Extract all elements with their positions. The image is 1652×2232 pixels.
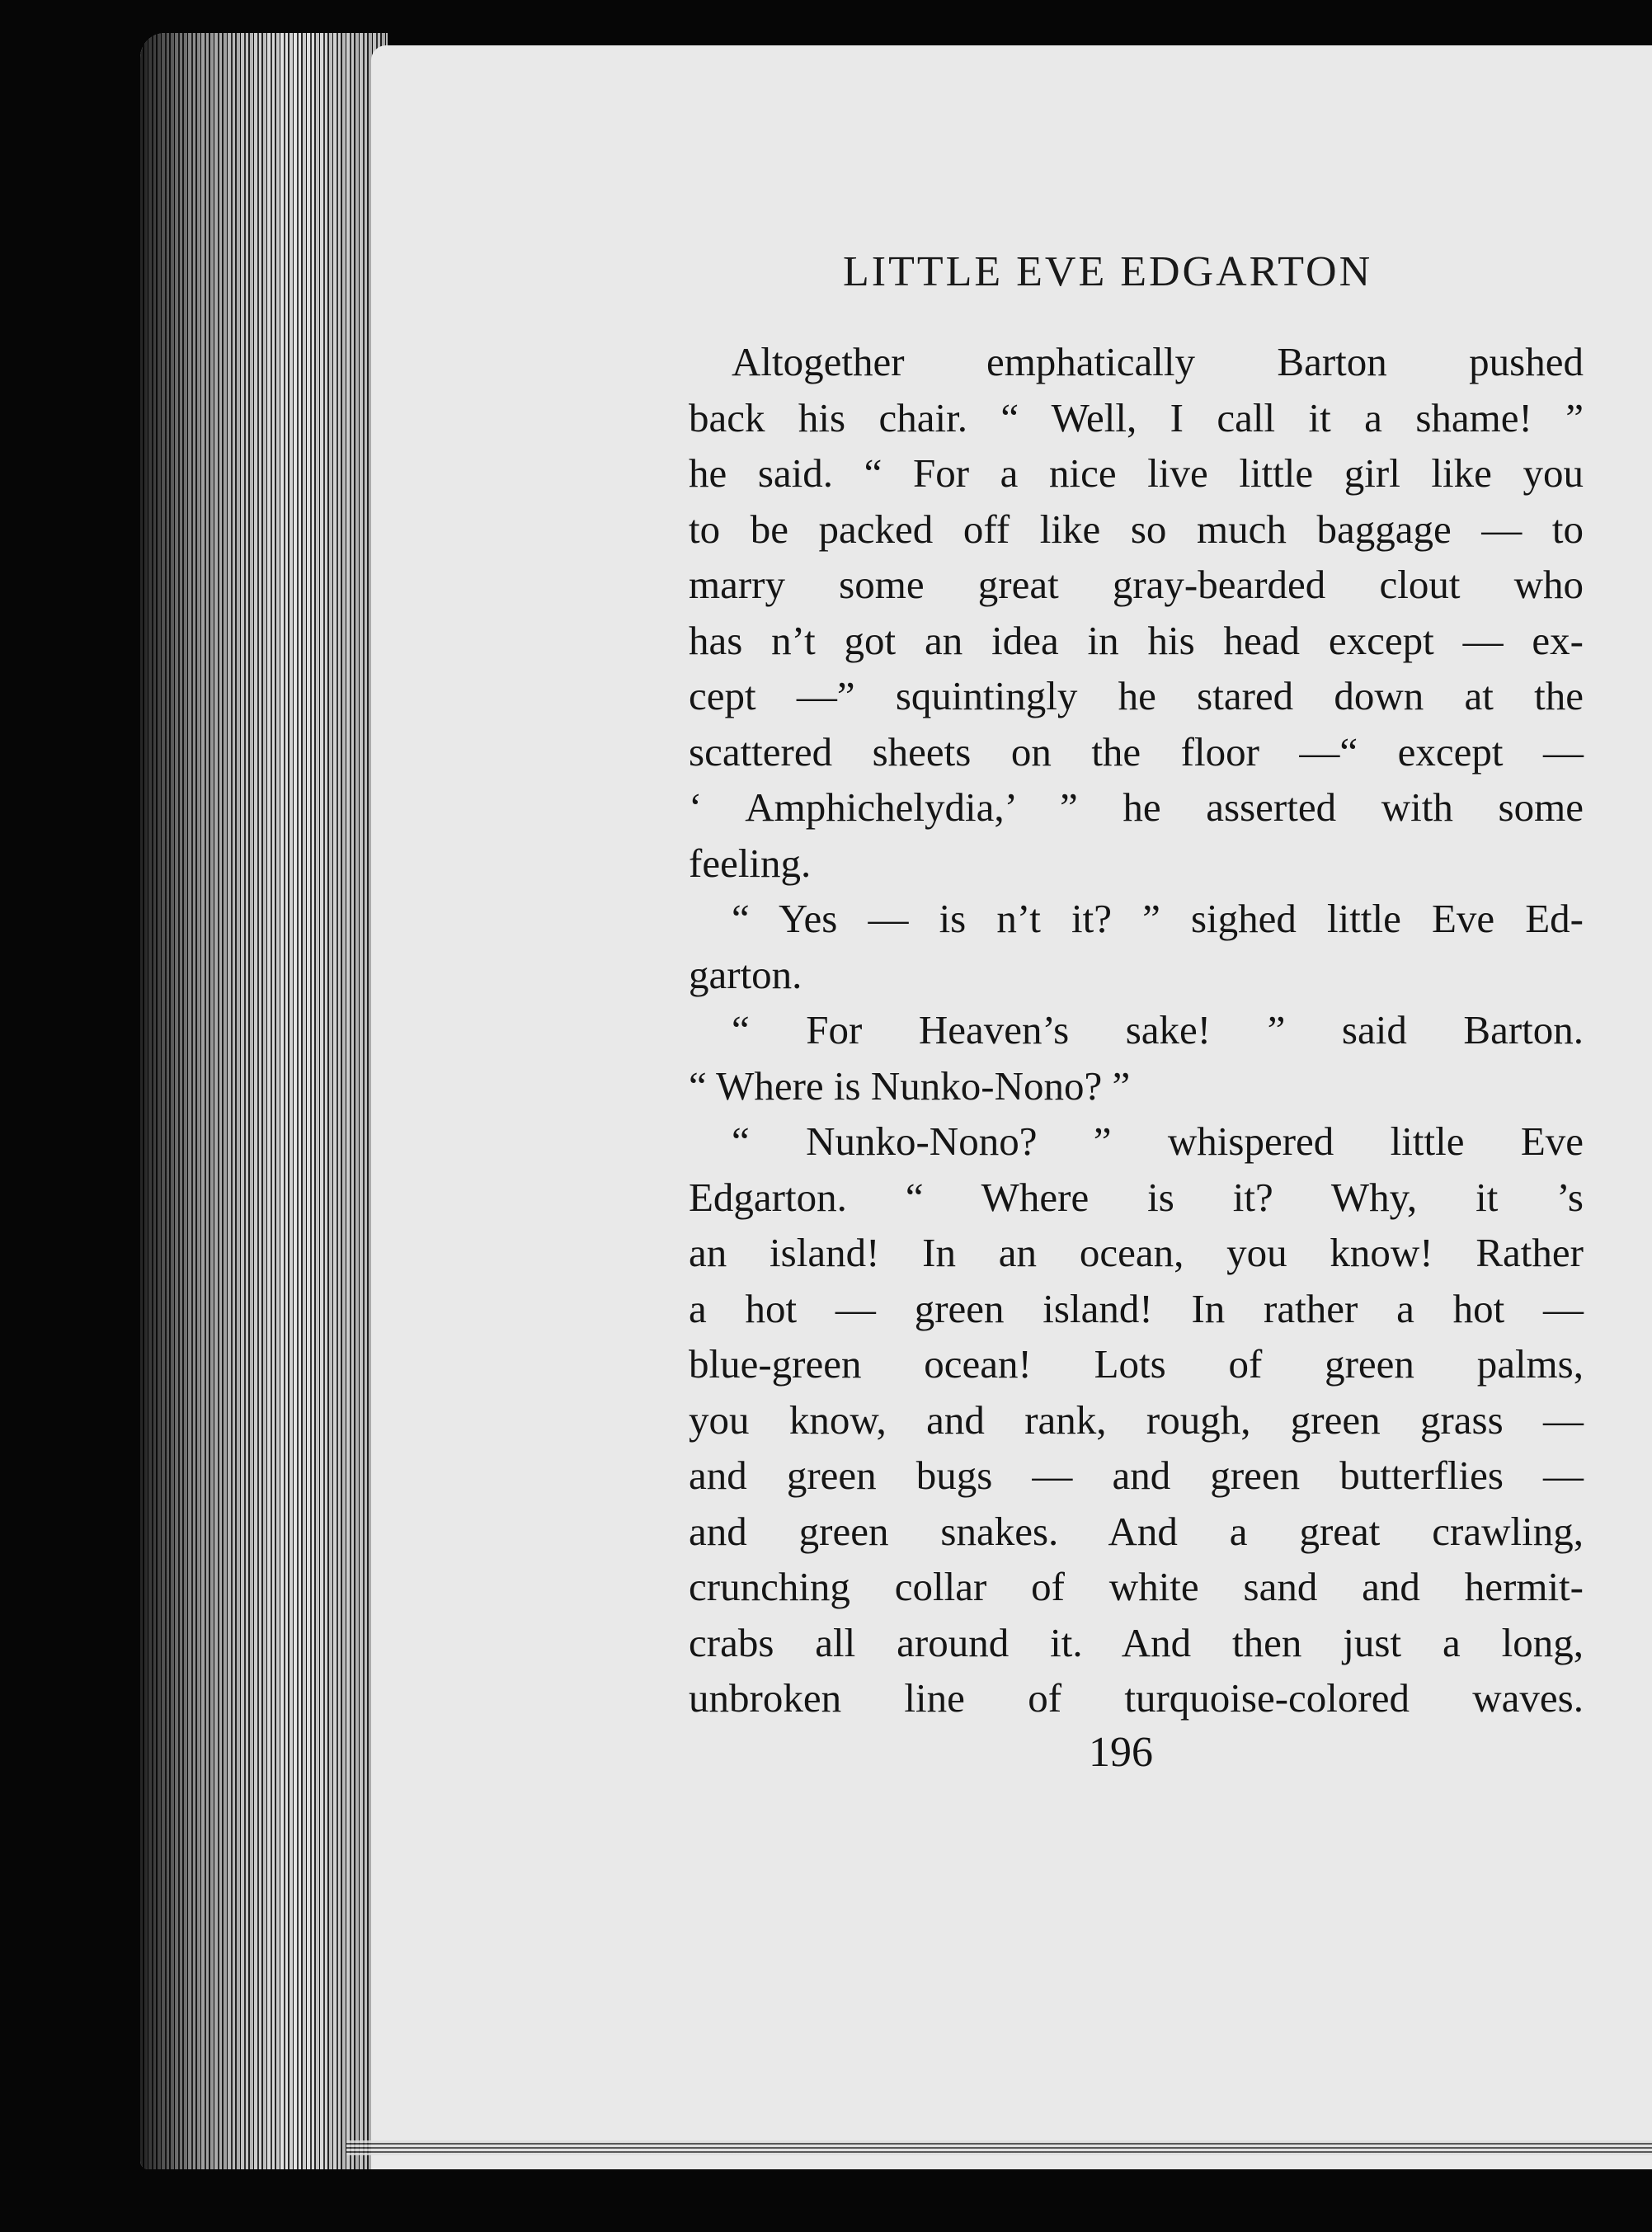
page-edges-shadow	[140, 33, 388, 2169]
text-line: back his chair. “ Well, I call it a shame! ”	[689, 394, 1584, 440]
page-bottom-edge	[346, 2140, 1652, 2155]
text-line: an island! In an ocean, you know! Rather	[689, 1230, 1584, 1275]
text-line: Edgarton. “ Where is it? Why, it ’s	[689, 1174, 1584, 1220]
text-line: “ Nunko-Nono? ” whispered little Eve	[732, 1118, 1584, 1164]
text-line: “ For Heaven’s sake! ” said Barton.	[732, 1007, 1584, 1052]
text-line: crabs all around it. And then just a long,	[689, 1619, 1584, 1665]
page-number: 196	[1089, 1729, 1153, 1776]
text-line: blue-green ocean! Lots of green palms,	[689, 1341, 1584, 1387]
text-line: cept —” squintingly he stared down at the	[689, 673, 1584, 718]
running-head: LITTLE EVE EDGARTON	[843, 248, 1373, 295]
text-line: unbroken line of turquoise-colored waves.	[689, 1675, 1584, 1721]
text-line: and green snakes. And a great crawling,	[689, 1508, 1584, 1554]
text-line: marry some great gray-bearded clout who	[689, 562, 1584, 607]
text-line: and green bugs — and green butterflies —	[689, 1453, 1584, 1498]
text-line: scattered sheets on the floor —“ except —	[689, 728, 1584, 775]
text-line: feeling.	[689, 840, 812, 886]
text-line: a hot — green island! In rather a hot —	[689, 1285, 1584, 1331]
text-line: ‘ Amphichelydia,’ ” he asserted with some	[689, 784, 1584, 830]
text-line: Altogether emphatically Barton pushed	[732, 339, 1584, 384]
text-line: “ Where is Nunko-Nono? ”	[689, 1062, 1131, 1109]
text-line: crunching collar of white sand and hermit-	[689, 1564, 1584, 1609]
text-line: “ Yes — is n’t it? ” sighed little Eve Ed-	[732, 896, 1584, 941]
text-line: has n’t got an idea in his head except — ex-	[689, 617, 1584, 663]
body-text	[689, 334, 1584, 1726]
text-line: you know, and rank, rough, green grass —	[689, 1396, 1584, 1443]
text-line: to be packed off like so much baggage — to	[689, 506, 1584, 552]
text-line: garton.	[689, 951, 802, 997]
text-line: he said. “ For a nice live little girl like you	[689, 450, 1584, 496]
